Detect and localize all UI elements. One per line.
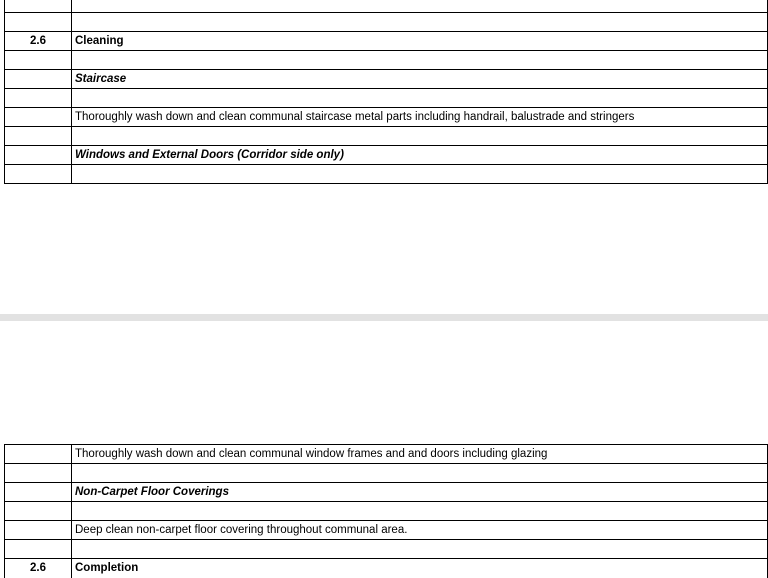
section-number-cell (5, 127, 72, 146)
table-row (5, 165, 768, 184)
section-number-cell (5, 483, 72, 502)
section-number-cell (5, 540, 72, 559)
table-row (5, 540, 768, 559)
description-cell (72, 127, 768, 146)
table-row (5, 70, 768, 89)
table-row (5, 483, 768, 502)
section-number-cell (5, 108, 72, 127)
section-number-cell: 2.6 (5, 559, 72, 578)
section-number-cell (5, 464, 72, 483)
specification-table-bottom (4, 444, 768, 578)
table-row (5, 108, 768, 127)
section-number-cell (5, 89, 72, 108)
description-cell: Thoroughly wash down and clean communal staircase metal parts including handrail, balustrade and stringers (72, 108, 768, 127)
table-row (5, 0, 768, 13)
description-cell: Completion (72, 559, 768, 578)
description-cell: Thoroughly wash down and clean communal window frames and and doors including glazing (72, 445, 768, 464)
document-page-bottom (0, 321, 768, 575)
table-row (5, 51, 768, 70)
section-number-cell: 2.6 (5, 32, 72, 51)
table-row (5, 445, 768, 464)
table-row (5, 13, 768, 32)
description-cell (72, 502, 768, 521)
description-cell: Non-Carpet Floor Coverings (72, 483, 768, 502)
section-number-cell (5, 445, 72, 464)
section-number-cell (5, 165, 72, 184)
table-row (5, 89, 768, 108)
table-row (5, 464, 768, 483)
section-number-cell (5, 70, 72, 89)
page-separator (0, 314, 768, 321)
section-number-cell (5, 13, 72, 32)
description-cell (72, 540, 768, 559)
table-row (5, 521, 768, 540)
description-cell (72, 51, 768, 70)
description-cell (72, 464, 768, 483)
description-cell (72, 89, 768, 108)
description-cell: Staircase (72, 70, 768, 89)
section-number-cell (5, 521, 72, 540)
section-number-cell (5, 0, 72, 13)
section-number-cell (5, 51, 72, 70)
description-cell: Windows and External Doors (Corridor side only) (72, 146, 768, 165)
specification-table-top (4, 0, 768, 184)
section-number-cell (5, 502, 72, 521)
description-cell (72, 165, 768, 184)
table-row (5, 502, 768, 521)
description-cell: Cleaning (72, 32, 768, 51)
table-row (5, 127, 768, 146)
table-body (5, 445, 768, 578)
description-cell (72, 13, 768, 32)
table-body (5, 0, 768, 184)
section-number-cell (5, 146, 72, 165)
description-cell (72, 0, 768, 13)
description-cell: Deep clean non-carpet floor covering throughout communal area. (72, 521, 768, 540)
table-row (5, 32, 768, 51)
table-row (5, 146, 768, 165)
